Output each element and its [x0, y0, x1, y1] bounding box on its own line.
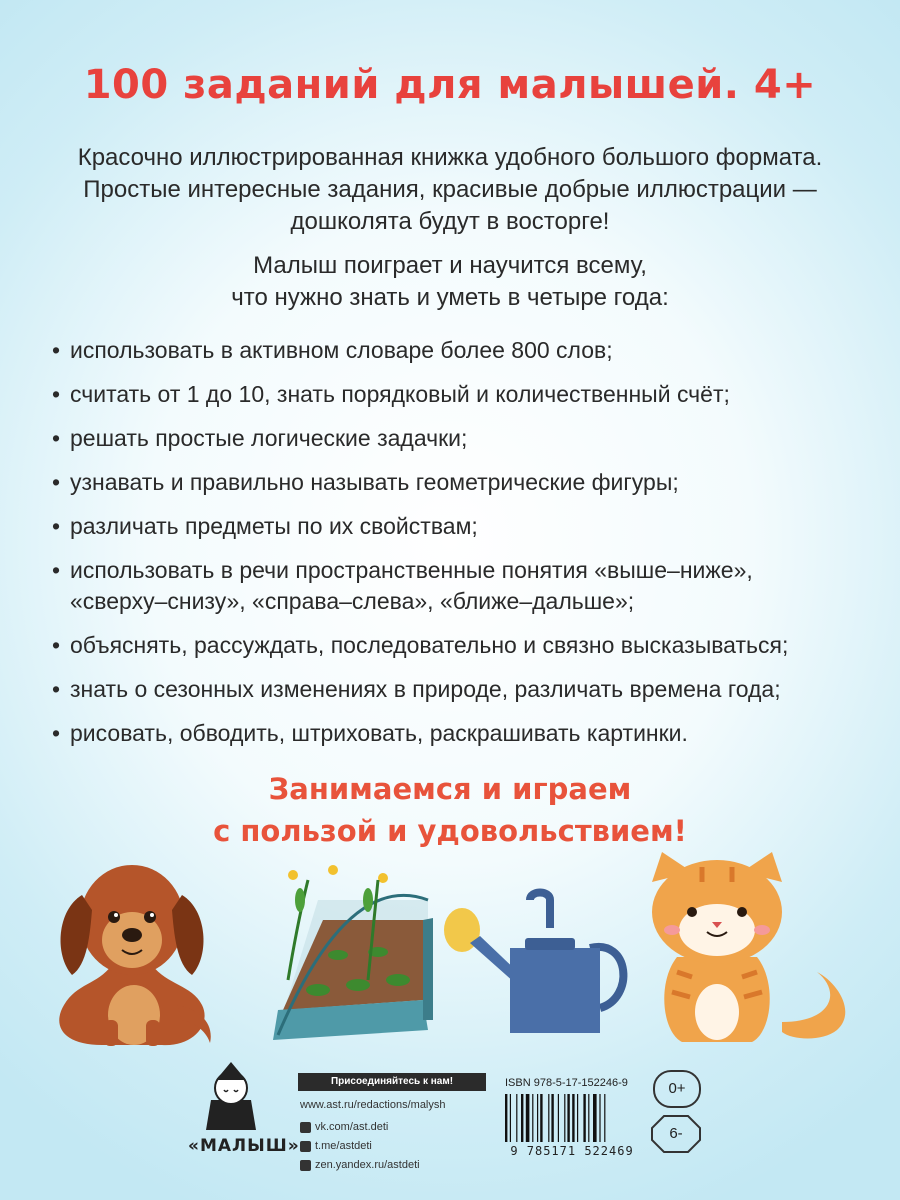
website-link-text[interactable]: www.ast.ru/redactions/malysh	[300, 1099, 446, 1111]
list-item: • знать о сезонных изменениях в природе, различать времена года;	[50, 674, 890, 705]
publisher-logo-text: «МАЛЫШ»	[188, 1136, 300, 1156]
join-us-banner: Присоединяйтесь к нам!	[298, 1073, 486, 1091]
vk-link-text[interactable]: vk.com/ast.deti	[315, 1121, 389, 1133]
list-item: • различать предметы по их свойствам;	[50, 511, 890, 542]
cat-illustration	[632, 852, 862, 1047]
barcode-icon	[503, 1094, 641, 1144]
telegram-link[interactable]	[300, 1137, 446, 1156]
list-item: • использовать в речи пространственные понятия «выше–ниже», «сверху–снизу», «справа–слева», «ближе–дальше»;	[50, 555, 890, 617]
zen-icon	[300, 1160, 311, 1171]
list-item: • решать простые логические задачки;	[50, 423, 890, 454]
list-item: • узнавать и правильно называть геометрические фигуры;	[50, 467, 890, 498]
age-advisory-text: 6-	[669, 1125, 683, 1142]
garden-bed-illustration	[258, 860, 448, 1045]
age-rating-badge: 0+	[653, 1070, 701, 1108]
social-links	[300, 1096, 446, 1175]
vk-link[interactable]	[300, 1118, 446, 1137]
zen-link-text[interactable]: zen.yandex.ru/astdeti	[315, 1159, 420, 1171]
barcode-number: 9 785171 522469	[510, 1144, 634, 1158]
telegram-icon	[300, 1141, 311, 1152]
lead-paragraph: Малыш поиграет и научится всему, что нужно знать и уметь в четыре года:	[231, 252, 669, 311]
age-advisory-badge	[650, 1114, 702, 1154]
slogan: Занимаемся и играем с пользой и удовольствием!	[213, 772, 687, 848]
list-item: • считать от 1 до 10, знать порядковый и количественный счёт;	[50, 379, 890, 410]
list-item: • рисовать, обводить, штриховать, раскрашивать картинки.	[50, 718, 890, 749]
watering-can-illustration	[440, 888, 645, 1038]
website-link[interactable]	[300, 1096, 446, 1115]
intro-paragraph: Красочно иллюстрированная книжка удобного большого формата. Простые интересные задания, красивые добрые иллюстрации — дошколята будут в восторге!	[77, 144, 823, 235]
book-title: 100 заданий для малышей. 4+	[83, 62, 817, 108]
list-item: • объяснять, рассуждать, последовательно и связно высказываться;	[50, 630, 890, 661]
skills-list	[50, 335, 890, 762]
isbn-text: ISBN 978-5-17-152246-9	[505, 1077, 628, 1089]
list-item: • использовать в активном словаре более 800 слов;	[50, 335, 890, 366]
telegram-link-text[interactable]: t.me/astdeti	[315, 1140, 372, 1152]
zen-link[interactable]	[300, 1156, 446, 1175]
dachshund-illustration	[42, 855, 222, 1050]
vk-icon	[300, 1122, 311, 1133]
publisher-logo-icon	[196, 1060, 266, 1140]
